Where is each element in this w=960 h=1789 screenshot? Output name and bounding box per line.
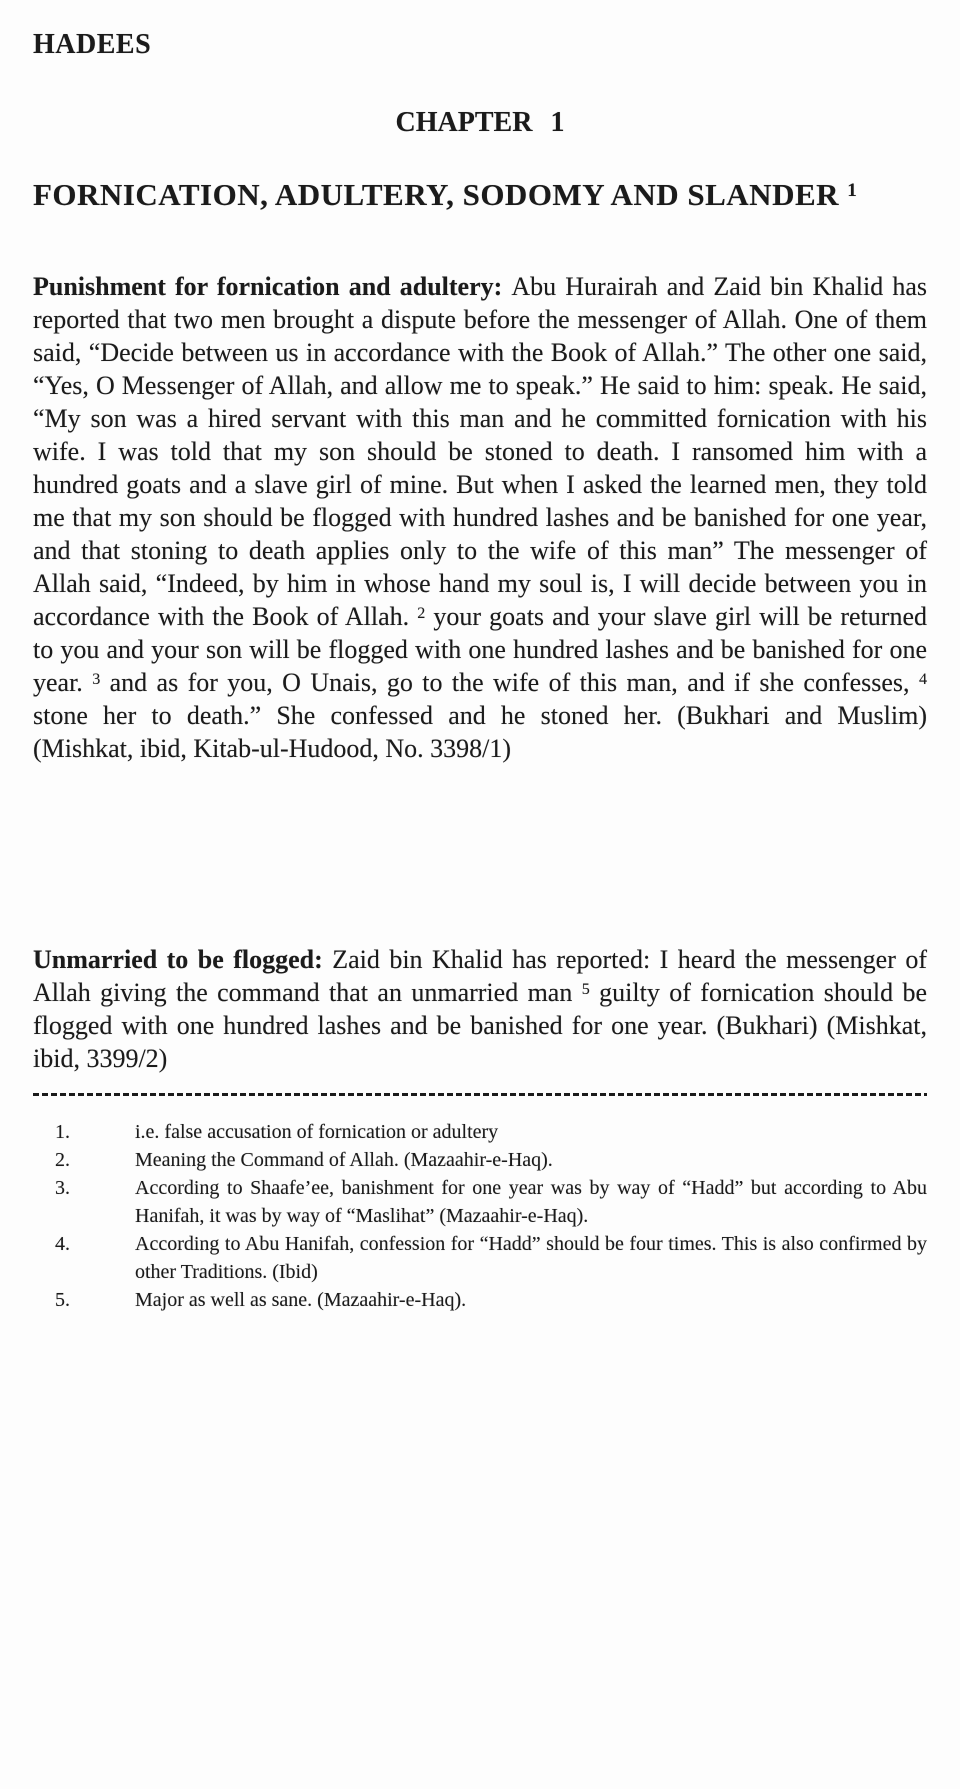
footnote-ref: 5 bbox=[581, 980, 590, 998]
paragraph-lead-in: Unmarried to be flogged: bbox=[33, 945, 333, 974]
paragraph-punishment-for-fornication bbox=[33, 270, 927, 765]
footnote-item bbox=[33, 1286, 927, 1314]
footnote-text: i.e. false accusation of fornication or adultery bbox=[135, 1121, 499, 1143]
footnote-ref: 2 bbox=[417, 604, 426, 622]
paragraph-lead-in: Punishment for fornication and adultery: bbox=[33, 272, 512, 301]
paragraph-text: Abu Hurairah and Zaid bin Khalid has reported that two men brought a dispute before the messenger of Allah. One of them said, “Decide between us in accordance with the Book of Allah.” The other one said, “Yes, O Messenger of Allah, and allow me to speak.” He said to him: speak. He said, “My son was a hired servant with this man and he committed fornication with his wife. I was told that my son should be stoned to death. I ransomed him with a hundred goats and a slave girl of mine. But when I asked the learned men, they told me that my son should be flogged with hundred lashes and be banished for one year, and that stoning to death applies only to the wife of this man” The messenger of Allah said, “Indeed, by him in whose hand my soul is, I will decide between you in accordance with the Book of Allah. bbox=[33, 272, 927, 631]
book-title: HADEES bbox=[33, 29, 152, 60]
chapter-label bbox=[33, 108, 927, 138]
footnote-ref: 4 bbox=[918, 670, 927, 688]
footnote-separator bbox=[33, 1093, 927, 1096]
footnote-number: 2. bbox=[55, 1149, 70, 1171]
paragraph-text: stone her to death.” She confessed and he stoned her. (Bukhari and Muslim) (Mishkat, ibid, Kitab-ul-Hudood, No. 3398/1) bbox=[33, 701, 927, 763]
footnote-text: According to Shaafe’ee, banishment for one year was by way of “Hadd” but according to Abu Hanifah, it was by way of “Maslihat” (Mazaahir-e-Haq). bbox=[135, 1177, 927, 1227]
footnote-number: 4. bbox=[55, 1233, 70, 1255]
chapter-heading bbox=[33, 178, 927, 211]
footnote-text: Meaning the Command of Allah. (Mazaahir-e-Haq). bbox=[135, 1149, 553, 1171]
footnote-ref: 3 bbox=[92, 670, 101, 688]
footnote-text: According to Abu Hanifah, confession for “Hadd” should be four times. This is also confirmed by other Traditions. (Ibid) bbox=[135, 1233, 927, 1283]
footnote-item bbox=[33, 1118, 927, 1146]
footnote-item bbox=[33, 1230, 927, 1286]
chapter-number: 1 bbox=[550, 107, 565, 138]
paragraph-text: Zaid bin Khalid has reported: I heard the messenger of Allah giving the command that an unmarried man bbox=[33, 945, 927, 1007]
footnote-text: Major as well as sane. (Mazaahir-e-Haq). bbox=[135, 1289, 467, 1311]
chapter-heading-text: FORNICATION, ADULTERY, SODOMY AND SLANDER bbox=[33, 177, 848, 212]
paragraph-text: and as for you, O Unais, go to the wife of this man, and if she confesses, bbox=[100, 668, 919, 697]
book-page bbox=[0, 30, 960, 1789]
footnote-item bbox=[33, 1174, 927, 1230]
paragraph-unmarried-to-be-flogged bbox=[33, 943, 927, 1075]
footnote-list bbox=[33, 1118, 927, 1314]
paragraph-text: your goats and your slave girl will be returned to you and your son will be flogged with one hundred lashes and be banished for one year. bbox=[33, 602, 928, 697]
footnote-number: 3. bbox=[55, 1177, 70, 1199]
paragraph-text: guilty of fornication should be flogged with one hundred lashes and be banished for one year. (Bukhari) (Mishkat, ibid, 3399/2) bbox=[33, 978, 928, 1073]
footnote-number: 5. bbox=[55, 1289, 70, 1311]
footnote-number: 1. bbox=[55, 1121, 70, 1143]
chapter-word: CHAPTER bbox=[395, 107, 533, 138]
footnote-item bbox=[33, 1146, 927, 1174]
footnote-ref: 1 bbox=[847, 180, 858, 202]
